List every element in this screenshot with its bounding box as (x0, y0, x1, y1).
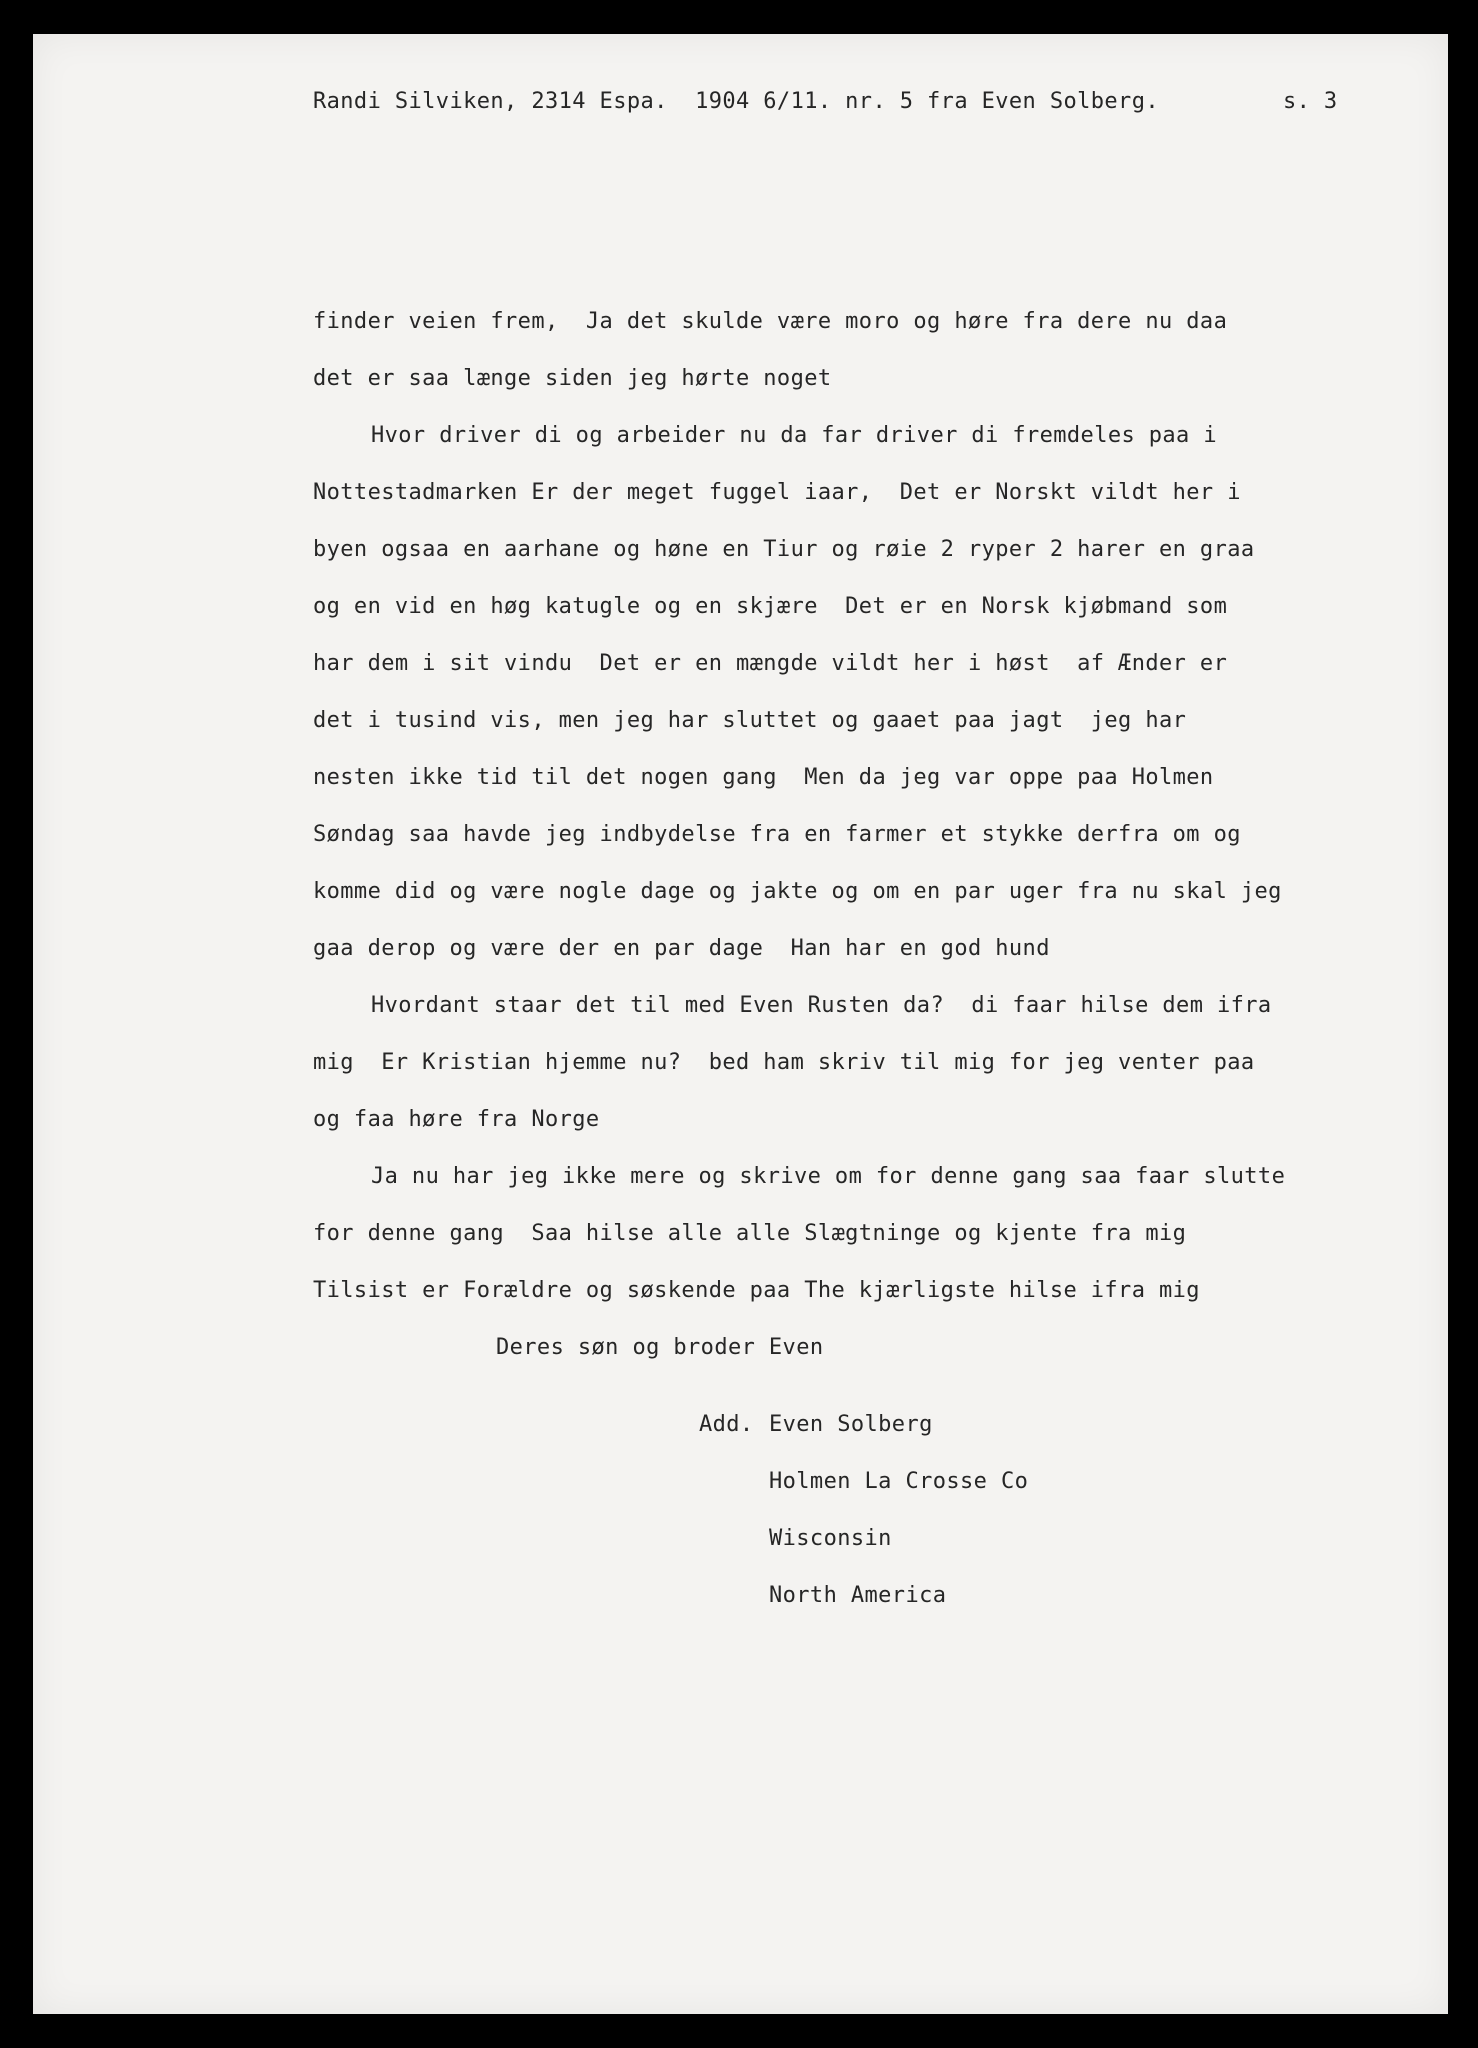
letter-line: Tilsist er Forældre og søskende paa The kjærligste hilse ifra mig (313, 1278, 1200, 1303)
letter-line: det i tusind vis, men jeg har sluttet og gaaet paa jagt jeg har (313, 708, 1187, 733)
typed-letter-page (33, 34, 1448, 2014)
letter-line: Hvordant staar det til med Even Rusten da? di faar hilse dem ifra (371, 993, 1272, 1018)
letter-line: Hvor driver di og arbeider nu da far driver di fremdeles paa i (371, 423, 1217, 448)
letter-line: Nottestadmarken Er der meget fuggel iaar, Det er Norskt vildt her i (313, 480, 1241, 505)
page-number: s. 3 (1283, 89, 1338, 114)
letter-line: byen ogsaa en aarhane og høne en Tiur og røie 2 ryper 2 harer en graa (313, 537, 1255, 562)
address-label: Add. (699, 1412, 754, 1437)
signature-line: Deres søn og broder Even (496, 1335, 824, 1360)
letter-line: nesten ikke tid til det nogen gang Men da jeg var oppe paa Holmen (313, 765, 1214, 790)
address-line: Holmen La Crosse Co (769, 1469, 1029, 1494)
letter-line: og en vid en høg katugle og en skjære Det er en Norsk kjøbmand som (313, 594, 1228, 619)
letter-line: det er saa længe siden jeg hørte noget (313, 366, 832, 391)
page-header-left: Randi Silviken, 2314 Espa. 1904 6/11. nr. 5 fra Even Solberg. (313, 89, 1159, 114)
letter-line: for denne gang Saa hilse alle alle Slægtninge og kjente fra mig (313, 1221, 1187, 1246)
letter-line: har dem i sit vindu Det er en mængde vildt her i høst af Ænder er (313, 651, 1228, 676)
address-line: North America (769, 1583, 947, 1608)
letter-line: og faa høre fra Norge (313, 1107, 600, 1132)
letter-line: Ja nu har jeg ikke mere og skrive om for denne gang saa faar slutte (371, 1164, 1286, 1189)
letter-line: Søndag saa havde jeg indbydelse fra en farmer et stykke derfra om og (313, 822, 1241, 847)
letter-line: mig Er Kristian hjemme nu? bed ham skriv til mig for jeg venter paa (313, 1050, 1255, 1075)
address-line: Wisconsin (769, 1526, 892, 1551)
letter-line: komme did og være nogle dage og jakte og om en par uger fra nu skal jeg (313, 879, 1282, 904)
address-line: Even Solberg (769, 1412, 933, 1437)
letter-line: gaa derop og være der en par dage Han har en god hund (313, 936, 1050, 961)
letter-line: finder veien frem, Ja det skulde være moro og høre fra dere nu daa (313, 309, 1228, 334)
